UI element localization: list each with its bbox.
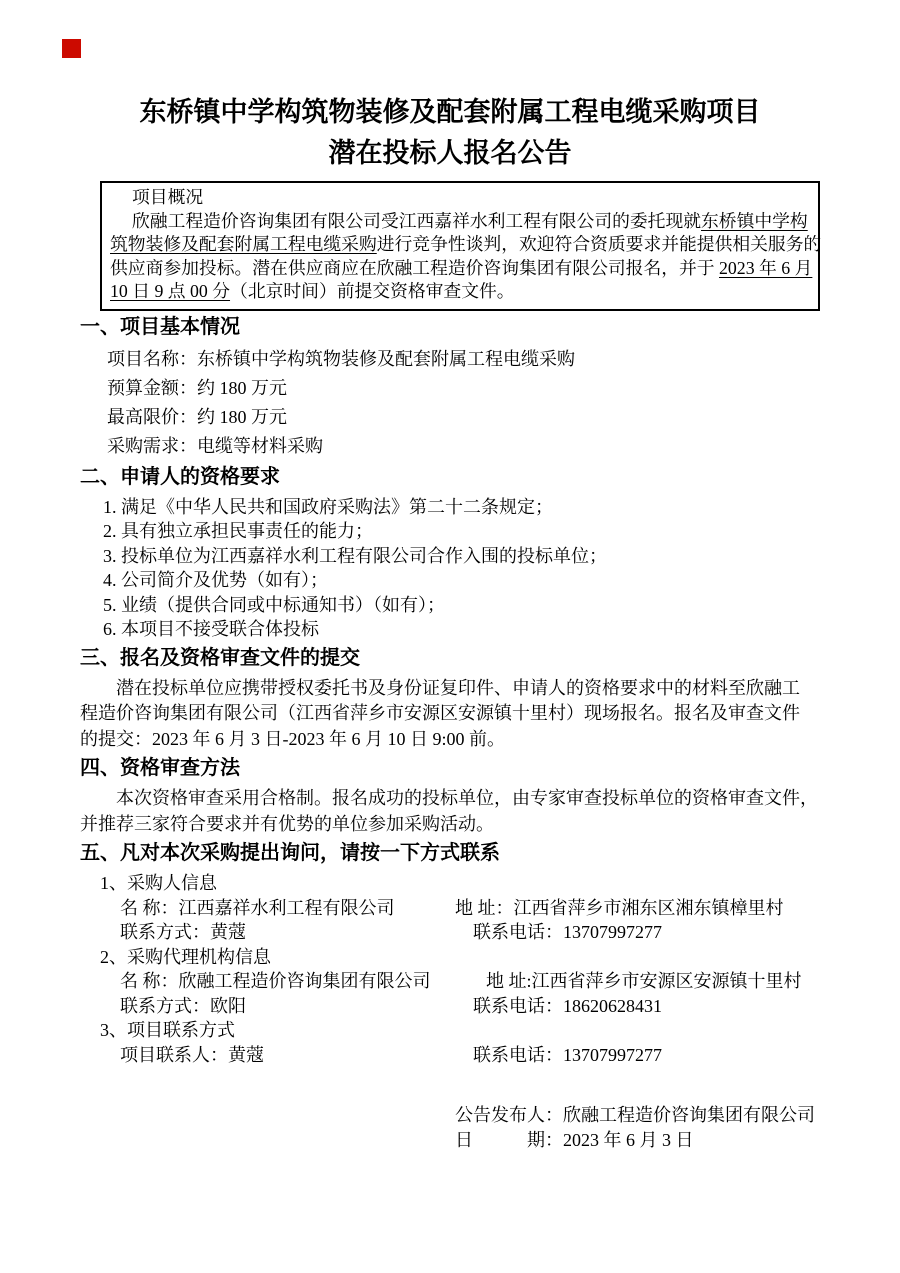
contact-row bbox=[120, 969, 820, 994]
section-4-heading: 四、资格审查方法 bbox=[80, 757, 240, 779]
red-mark bbox=[62, 39, 81, 58]
announcement-footer bbox=[455, 1103, 820, 1153]
buyer-info-label: 1、采购人信息 bbox=[100, 873, 217, 893]
budget-item: 预算金额：约 180 万元 bbox=[107, 377, 287, 398]
section-3-paragraph bbox=[80, 676, 820, 753]
overview-line: 欣融工程造价咨询集团有限公司受江西嘉祥水利工程有限公司的委托现就东桥镇中学构 bbox=[132, 210, 808, 231]
requirement-item: 6. 本项目不接受联合体投标 bbox=[103, 619, 319, 639]
requirement-item: 5. 业绩（提供合同或中标通知书）（如有）； bbox=[103, 594, 445, 615]
date-line: 日 期：2023 年 6 月 3 日 bbox=[455, 1130, 694, 1150]
agency-phone: 联系电话：18620628431 bbox=[473, 995, 662, 1016]
project-contact-phone: 联系电话：13707997277 bbox=[473, 1044, 662, 1065]
project-name-item: 项目名称：东桥镇中学构筑物装修及配套附属工程电缆采购 bbox=[107, 348, 575, 369]
overview-line: 筑物装修及配套附属工程电缆采购进行竞争性谈判，欢迎符合资质要求并能提供相关服务的 bbox=[110, 234, 822, 254]
requirement-item: 4. 公司简介及优势（如有）； bbox=[103, 570, 328, 590]
price-cap-item: 最高限价：约 180 万元 bbox=[107, 406, 287, 427]
agency-contact-person: 联系方式：欧阳 bbox=[120, 995, 246, 1016]
doc-title-line-2: 潜在投标人报名公告 bbox=[328, 138, 572, 168]
contact-row bbox=[120, 994, 820, 1019]
paragraph-line: 潜在投标单位应携带授权委托书及身份证复印件、申请人的资格要求中的材料至欣融工 bbox=[116, 677, 800, 698]
section-3-heading: 三、报名及资格审查文件的提交 bbox=[80, 646, 360, 669]
agency-address: 地 址:江西省萍乡市安源区安源镇十里村 bbox=[486, 971, 802, 991]
paragraph-line: 程造价咨询集团有限公司（江西省萍乡市安源区安源镇十里村）现场报名。报名及审查文件 bbox=[80, 703, 800, 723]
overview-line: 10 日 9 点 00 分（北京时间）前提交资格审查文件。 bbox=[110, 281, 515, 301]
doc-title-line-1: 东桥镇中学构筑物装修及配套附属工程电缆采购项目 bbox=[139, 97, 761, 127]
contact-row bbox=[120, 920, 820, 945]
publisher-line: 公告发布人：欣融工程造价咨询集团有限公司 bbox=[455, 1105, 815, 1125]
section-2-items bbox=[103, 495, 820, 642]
buyer-contact-person: 联系方式：黄蔻 bbox=[120, 922, 246, 942]
paragraph-line: 的提交：2023 年 6 月 3 日-2023 年 6 月 10 日 9:00 前。 bbox=[80, 728, 505, 749]
contact-section bbox=[80, 871, 820, 1067]
section-1-heading: 一、项目基本情况 bbox=[80, 315, 240, 338]
project-overview-box bbox=[100, 181, 820, 311]
paragraph-line: 本次资格审查采用合格制。报名成功的投标单位，由专家审查投标单位的资格审查文件， bbox=[116, 788, 818, 808]
paragraph-line: 并推荐三家符合要求并有优势的单位参加采购活动。 bbox=[80, 813, 494, 834]
overview-heading: 项目概况 bbox=[132, 187, 204, 207]
title-block bbox=[80, 92, 820, 174]
project-contact-label: 3、项目联系方式 bbox=[100, 1020, 235, 1040]
buyer-phone: 联系电话：13707997277 bbox=[473, 922, 662, 942]
buyer-address: 地 址：江西省萍乡市湘东区湘东镇樟里村 bbox=[455, 897, 784, 918]
document-body bbox=[80, 315, 820, 1154]
section-2-heading: 二、申请人的资格要求 bbox=[80, 465, 280, 488]
requirement-item: 2. 具有独立承担民事责任的能力； bbox=[103, 521, 373, 541]
agency-name: 名 称：欣融工程造价咨询集团有限公司 bbox=[120, 971, 431, 991]
agency-info-label: 2、采购代理机构信息 bbox=[100, 946, 271, 967]
requirement-item: 3. 投标单位为江西嘉祥水利工程有限公司合作入围的投标单位； bbox=[103, 545, 607, 566]
buyer-name: 名 称：江西嘉祥水利工程有限公司 bbox=[120, 897, 395, 918]
requirement-item: 1. 满足《中华人民共和国政府采购法》第二十二条规定； bbox=[103, 496, 553, 517]
project-contact-person: 项目联系人：黄蔻 bbox=[120, 1044, 264, 1065]
procurement-need-item: 采购需求：电缆等材料采购 bbox=[107, 435, 323, 456]
contact-row bbox=[120, 1043, 820, 1068]
overview-line: 供应商参加投标。潜在供应商应在欣融工程造价咨询集团有限公司报名，并于 2023 年 6 月 bbox=[110, 257, 813, 278]
section-1-items bbox=[107, 345, 820, 461]
contact-row bbox=[120, 896, 820, 921]
section-4-paragraph bbox=[80, 786, 820, 837]
section-5-heading: 五、凡对本次采购提出询问，请按一下方式联系 bbox=[80, 842, 500, 864]
